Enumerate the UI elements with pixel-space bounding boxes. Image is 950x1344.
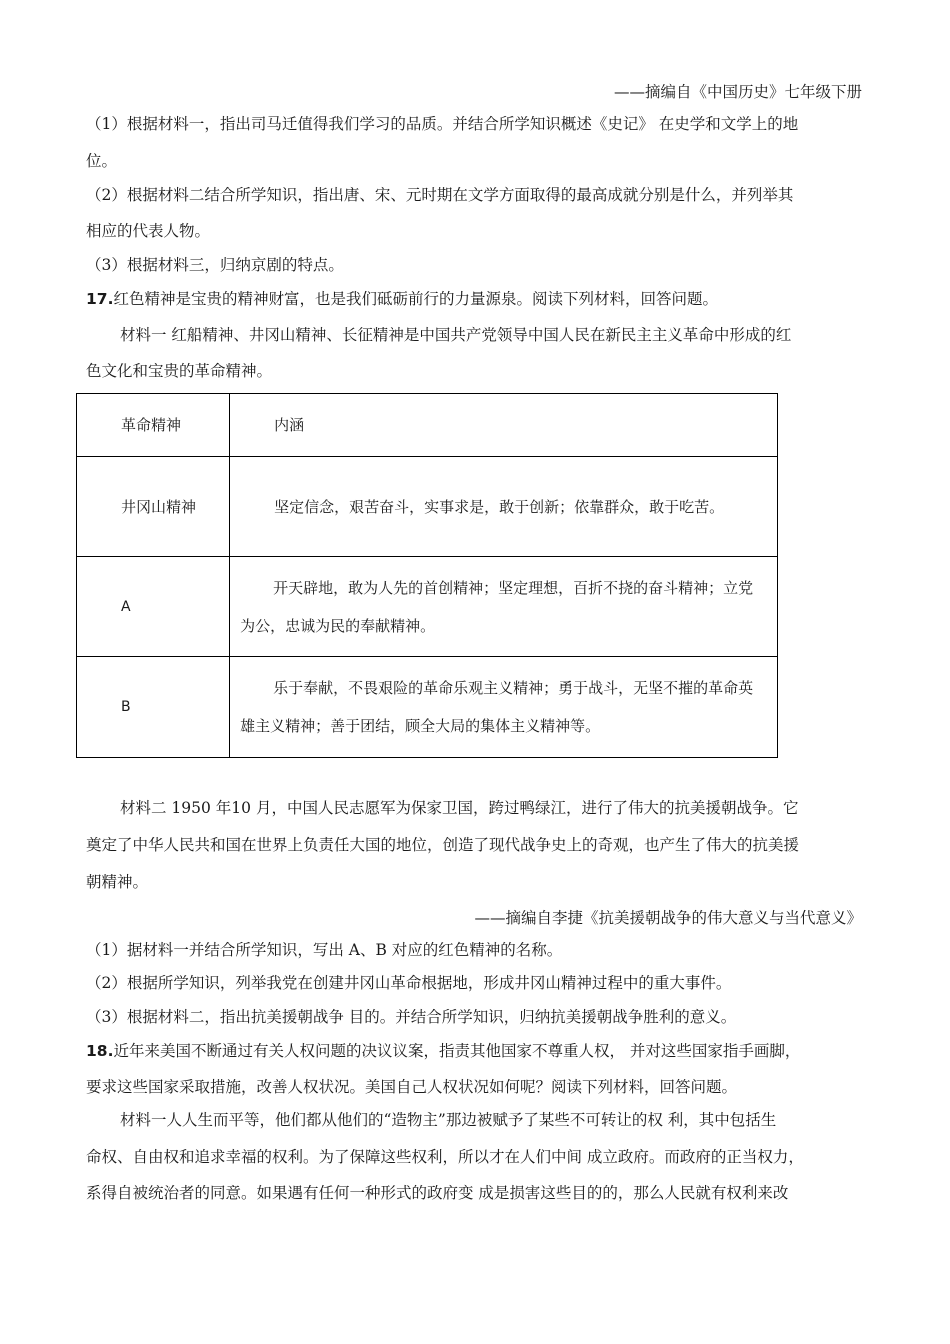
table-cell-spirit-name: B <box>77 657 230 758</box>
table-header-row <box>77 394 778 457</box>
table-cell-content: 坚定信念，艰苦奋斗，实事求是，敢于创新；依靠群众，敢于吃苦。 <box>230 457 778 557</box>
revolutionary-spirit-table <box>76 393 778 758</box>
q17-material-1-line-1: 材料一 红船精神、井冈山精神、长征精神是中国共产党领导中国人民在新民主主义革命中形成的红 <box>120 326 792 344</box>
q16-subquestion-1-line-1: （1）根据材料一，指出司马迁值得我们学习的品质。并结合所学知识概述《史记》 在史学和文学上的地 <box>86 115 799 133</box>
q17-material-1-line-2: 色文化和宝贵的革命精神。 <box>86 362 273 380</box>
q18-intro-text: 近年来美国不断通过有关人权问题的决议议案，指责其他国家不尊重人权， 并对这些国家指手画脚， <box>113 1042 801 1060</box>
q17-material-2-line-3: 朝精神。 <box>86 873 149 891</box>
q18-intro-line-2: 要求这些国家采取措施，改善人权状况。美国自己人权状况如何呢？阅读下列材料，回答问题。 <box>86 1078 738 1096</box>
table-cell-content: 乐于奉献，不畏艰险的革命乐观主义精神；勇于战斗，无坚不摧的革命英雄主义精神；善于团结，顾全大局的集体主义精神等。 <box>230 657 778 758</box>
q17-intro <box>86 289 718 309</box>
q17-subquestion-1: （1）据材料一并结合所学知识，写出 A、B 对应的红色精神的名称。 <box>86 941 563 959</box>
q17-subquestion-2: （2）根据所学知识，列举我党在创建井冈山革命根据地，形成井冈山精神过程中的重大事件。 <box>86 974 732 992</box>
q18-intro-line-1 <box>86 1041 800 1061</box>
table-cell-content: 开天辟地，敢为人先的首创精神；坚定理想，百折不挠的奋斗精神；立党为公，忠诚为民的奉献精神。 <box>230 557 778 657</box>
source-citation-top: ——摘编自《中国历史》七年级下册 <box>613 83 862 101</box>
q17-intro-text: 红色精神是宝贵的精神财富，也是我们砥砺前行的力量源泉。阅读下列材料，回答问题。 <box>113 290 718 308</box>
table-row <box>77 457 778 557</box>
table-row <box>77 557 778 657</box>
q17-material-2-line-1: 材料二 1950 年10 月，中国人民志愿军为保家卫国，跨过鸭绿江，进行了伟大的抗美援朝战争。它 <box>120 799 799 817</box>
table-cell-spirit-name: A <box>77 557 230 657</box>
q17-material-2-line-2: 奠定了中华人民共和国在世界上负责任大国的地位，创造了现代战争史上的奇观，也产生了伟大的抗美援 <box>86 836 800 854</box>
table-row <box>77 657 778 758</box>
q16-subquestion-2-line-1: （2）根据材料二结合所学知识，指出唐、宋、元时期在文学方面取得的最高成就分别是什么，并列举其 <box>86 186 794 204</box>
q16-subquestion-2-line-2: 相应的代表人物。 <box>86 222 211 240</box>
q17-material-2-source: ——摘编自李捷《抗美援朝战争的伟大意义与当代意义》 <box>474 909 862 927</box>
q18-material-1-line-1: 材料一人人生而平等，他们都从他们的“造物主”那边被赋予了某些不可转让的权 利，其中包括生 <box>120 1111 777 1129</box>
q17-subquestion-3: （3）根据材料二，指出抗美援朝战争 目的。并结合所学知识，归纳抗美援朝战争胜利的意义。 <box>86 1008 737 1026</box>
q18-material-1-line-2: 命权、自由权和追求幸福的权利。为了保障这些权利，所以才在人们中间 成立政府。而政府的正当权力， <box>86 1148 804 1166</box>
q16-subquestion-1-line-2: 位。 <box>86 152 118 170</box>
table-cell-spirit-name: 井冈山精神 <box>77 457 230 557</box>
table-header-cell: 革命精神 <box>77 394 230 457</box>
table-header-cell: 内涵 <box>230 394 778 457</box>
question-number: 17. <box>86 290 114 308</box>
question-number: 18. <box>86 1042 114 1060</box>
q18-material-1-line-3: 系得自被统治者的同意。如果遇有任何一种形式的政府变 成是损害这些目的的，那么人民就有权利来改 <box>86 1184 789 1202</box>
q16-subquestion-3: （3）根据材料三，归纳京剧的特点。 <box>86 256 344 274</box>
